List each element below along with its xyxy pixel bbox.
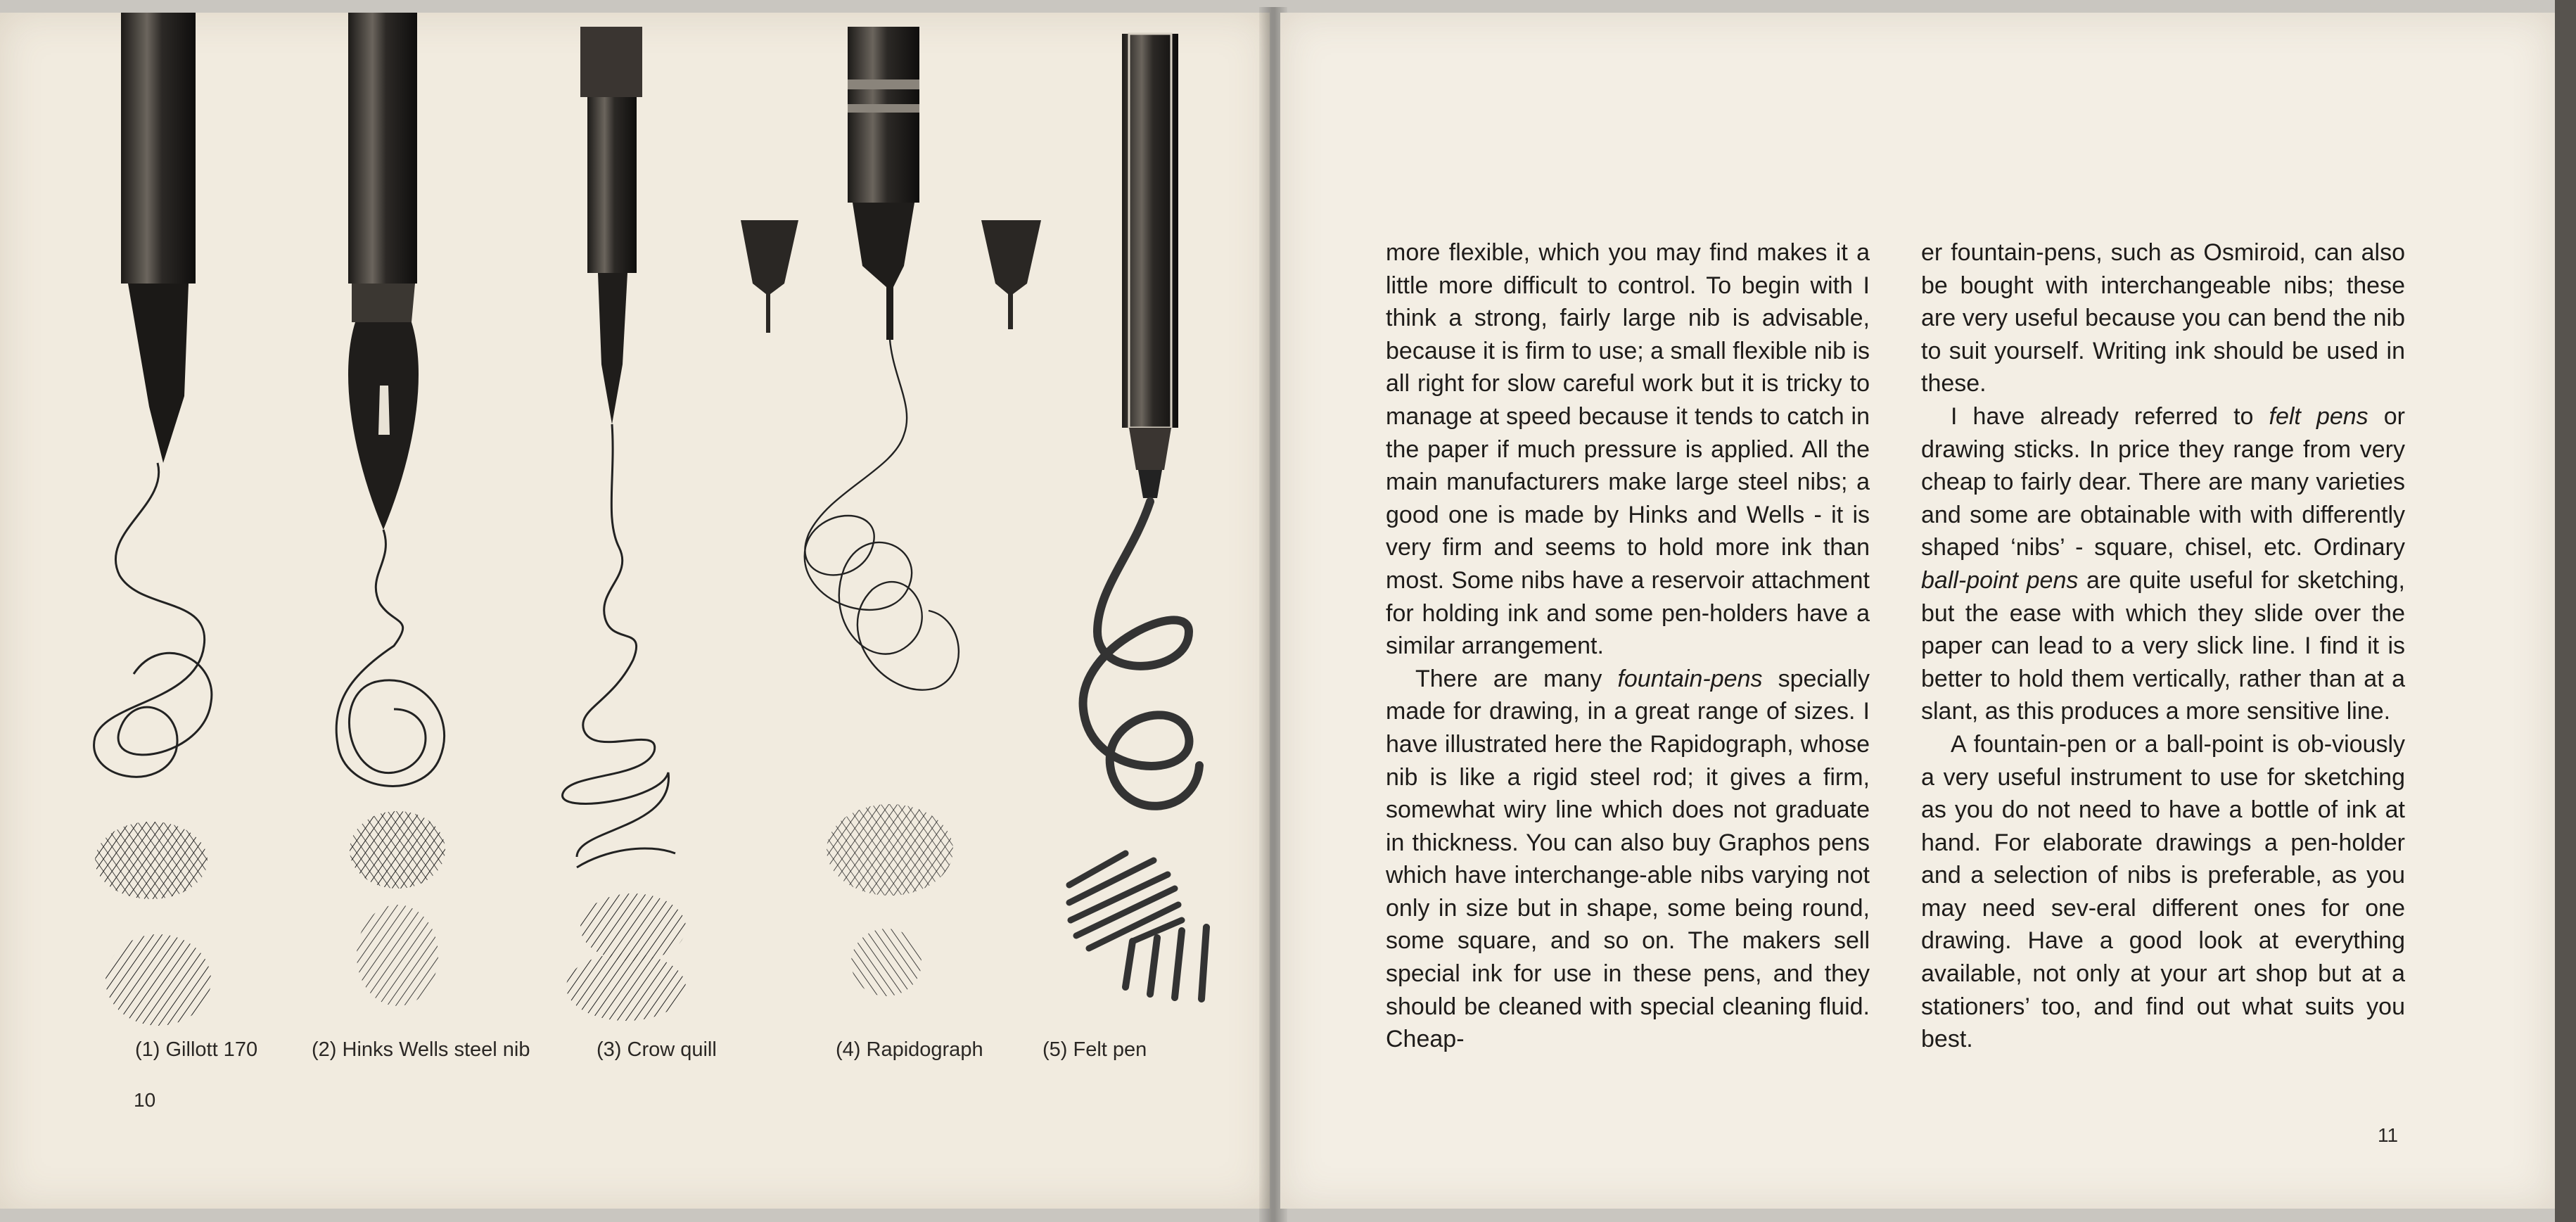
pen-illustrations [0,13,1270,1209]
text-column-1 [1386,236,1870,1056]
right-page [1280,13,2555,1209]
caption-rapidograph: (4) Rapidograph [836,1038,983,1061]
felt-pen-drawing [1069,34,1206,999]
book-cover-edge [2555,0,2576,1222]
text-run: or drawing sticks. In price they range from very cheap to fairly dear. There are many varieties and some are obtainable with with differently shaped ‘nibs’ - square, chisel, etc. Ordinary [1921,402,2406,561]
text-column-2 [1921,236,2405,1056]
paragraph [1921,728,2405,1056]
rapidograph-pen-drawing [805,27,959,996]
crow-quill-pen-drawing [563,27,686,1021]
caption-gillott-170: (1) Gillott 170 [135,1038,258,1061]
paragraph [1921,236,2405,400]
caption-felt-pen: (5) Felt pen [1042,1038,1147,1061]
hinks-wells-nib-pen-drawing [336,13,445,1006]
italic-term: fountain-pens [1617,665,1763,692]
paragraph [1921,400,2405,728]
felt-pen-hatch-marks [1069,853,1182,948]
left-page [0,13,1270,1209]
paragraph [1386,236,1870,663]
text-run: are quite useful for sketching, but the ease with which they slide over the paper can lead to a very slick line. I find it is better to hold them vertically, rather than at a slant, as this produces a more sensitive line. [1921,566,2405,725]
italic-term: ball-point pens [1921,566,2079,594]
text-run: specially made for drawing, in a great range of sizes. I have illustrated here the Rapidograph, whose nib is like a rigid steel rod; it gives a firm, somewhat wiry line which does not graduate in thickness. You can also buy Graphos pens which have interchange-able nibs varying not only in size but in shape, some being round, some square, and so on. The makers sell special ink for use in these pens, and they should be cleaned with special cleaning fluid. Cheap- [1386,665,1870,1053]
gillott-170-pen-drawing [94,13,212,1026]
paragraph [1386,663,1870,1056]
caption-hinks-wells-steel-nib: (2) Hinks Wells steel nib [312,1038,530,1061]
italic-term: felt pens [2269,402,2368,430]
text-run: er fountain-pens, such as Osmiroid, can also be bought with interchangeable nibs; these are very useful because you can bend the nib to suit yourself. Writing ink should be used in these. [1921,239,2405,397]
page-number-left: 10 [134,1089,156,1111]
text-run: more flexible, which you may find makes it a little more difficult to control. To begin with I think a strong, fairly large nib is advisable, because it is firm to use; a small flexible nib is all right for slow careful work but it is tricky to manage at speed because it tends to catch in the paper if much pressure is applied. All the main manufacturers make large steel nibs; a good one is made by Hinks and Wells - it is very firm and seems to hold more ink than most. Some nibs have a reservoir attachment for holding ink and some pen-holders have a similar arrangement. [1386,239,1870,660]
text-run: A fountain-pen or a ball-point is ob-viously a very useful instrument to use for sketching as you do not need to have a bottle of ink at hand. For elaborate drawings a pen-holder and a selection of nibs is preferable, as you may need sev-eral different ones for one drawing. Have a good look at everything available, not only at your art shop but at a stationers’ too, and find out what suits you best. [1921,730,2405,1053]
caption-crow-quill: (3) Crow quill [597,1038,717,1061]
text-run: There are many [1415,665,1618,692]
text-run: I have already referred to [1951,402,2269,430]
page-number-right: 11 [2378,1124,2399,1146]
